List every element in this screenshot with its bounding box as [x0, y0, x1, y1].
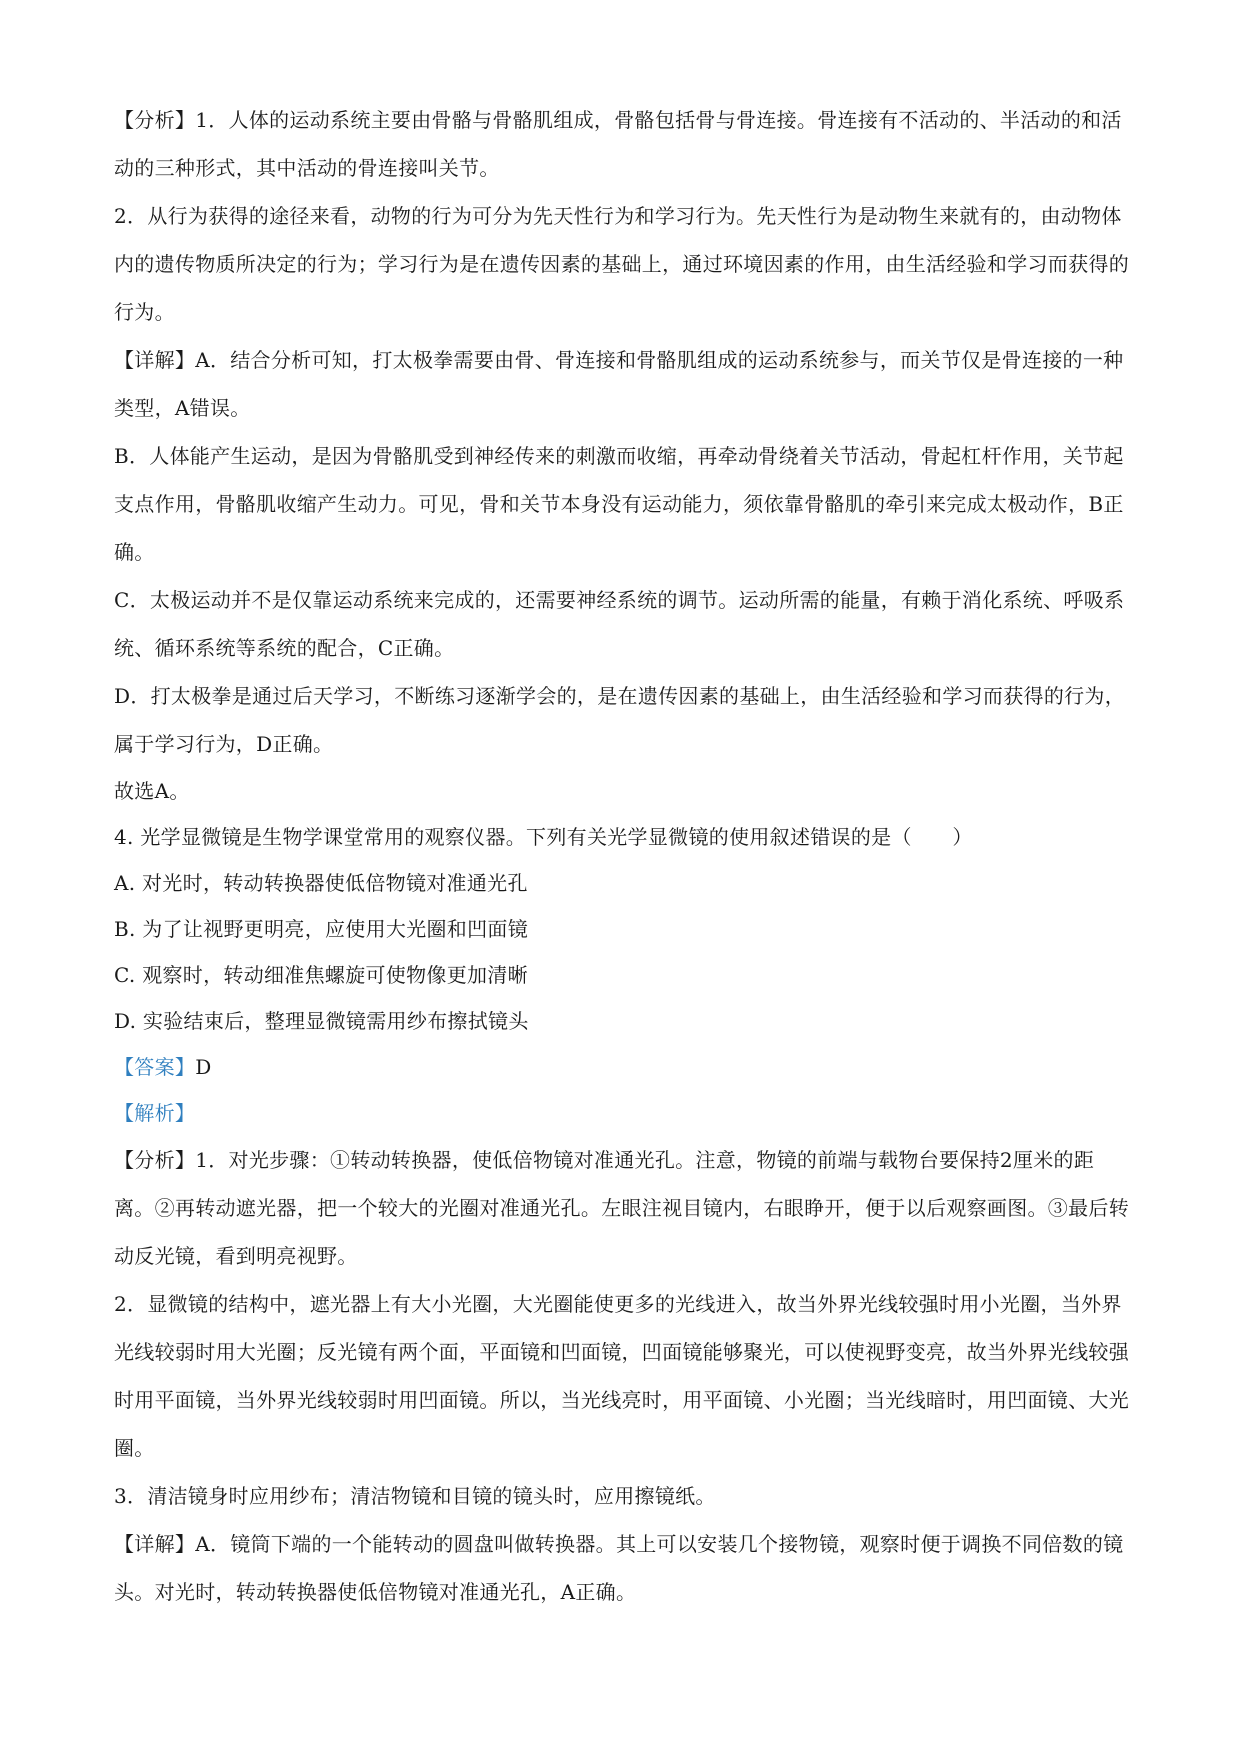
detail-paragraph-d: D．打太极拳是通过后天学习，不断练习逐渐学会的，是在遗传因素的基础上，由生活经验和学习而获得的行为，属于学习行为，D正确。 [114, 684, 1126, 756]
question-stem: 4. 光学显微镜是生物学课堂常用的观察仪器。下列有关光学显微镜的使用叙述错误的是（ ） [114, 825, 973, 849]
document-page [114, 96, 1134, 1616]
analysis-label: 【解析】 [114, 1101, 196, 1125]
option-c: C. 观察时，转动细准焦螺旋可使物像更加清晰 [114, 963, 528, 987]
answer-value: D [195, 1055, 212, 1079]
analysis2-paragraph-3: 3．清洁镜身时应用纱布；清洁物镜和目镜的镜头时，应用擦镜纸。 [114, 1484, 716, 1508]
detail-paragraph-b: B．人体能产生运动，是因为骨骼肌受到神经传来的刺激而收缩，再牵动骨绕着关节活动，骨起杠杆作用，关节起支点作用，骨骼肌收缩产生动力。可见，骨和关节本身没有运动能力，须依靠骨骼肌的牵引来完成太极动作，B正确。 [114, 444, 1124, 564]
analysis-paragraph-2: 2．从行为获得的途径来看，动物的行为可分为先天性行为和学习行为。先天性行为是动物生来就有的，由动物体内的遗传物质所决定的行为；学习行为是在遗传因素的基础上，通过环境因素的作用，由生活经验和学习而获得的行为。 [114, 204, 1129, 324]
analysis2-paragraph-1: 【分析】1．对光步骤：①转动转换器，使低倍物镜对准通光孔。注意，物镜的前端与载物台要保持2厘米的距离。②再转动遮光器，把一个较大的光圈对准通光孔。左眼注视目镜内，右眼睁开，便于以后观察画图。③最后转动反光镜，看到明亮视野。 [114, 1148, 1129, 1268]
detail-paragraph-c: C．太极运动并不是仅靠运动系统来完成的，还需要神经系统的调节。运动所需的能量，有赖于消化系统、呼吸系统、循环系统等系统的配合，C正确。 [114, 588, 1125, 660]
detail2-paragraph-a: 【详解】A．镜筒下端的一个能转动的圆盘叫做转换器。其上可以安装几个接物镜，观察时便于调换不同倍数的镜头。对光时，转动转换器使低倍物镜对准通光孔，A正确。 [114, 1532, 1124, 1604]
conclusion-line: 故选A。 [114, 779, 190, 803]
option-b: B. 为了让视野更明亮，应使用大光圈和凹面镜 [114, 917, 529, 941]
option-a: A. 对光时，转动转换器使低倍物镜对准通光孔 [114, 871, 528, 895]
analysis-paragraph-1: 【分析】1．人体的运动系统主要由骨骼与骨骼肌组成，骨骼包括骨与骨连接。骨连接有不活动的、半活动的和活动的三种形式，其中活动的骨连接叫关节。 [114, 108, 1122, 180]
answer-line [114, 1044, 1134, 1090]
option-d: D. 实验结束后，整理显微镜需用纱布擦拭镜头 [114, 1009, 529, 1033]
answer-label: 【答案】 [114, 1055, 196, 1079]
analysis2-paragraph-2: 2．显微镜的结构中，遮光器上有大小光圈，大光圈能使更多的光线进入，故当外界光线较强时用小光圈，当外界光线较弱时用大光圈；反光镜有两个面，平面镜和凹面镜，凹面镜能够聚光，可以使视野变亮，故当外界光线较强时用平面镜，当外界光线较弱时用凹面镜。所以，当光线亮时，用平面镜、小光圈；当光线暗时，用凹面镜、大光圈。 [114, 1292, 1129, 1460]
detail-paragraph-a: 【详解】A．结合分析可知，打太极拳需要由骨、骨连接和骨骼肌组成的运动系统参与，而关节仅是骨连接的一种类型，A错误。 [114, 348, 1124, 420]
